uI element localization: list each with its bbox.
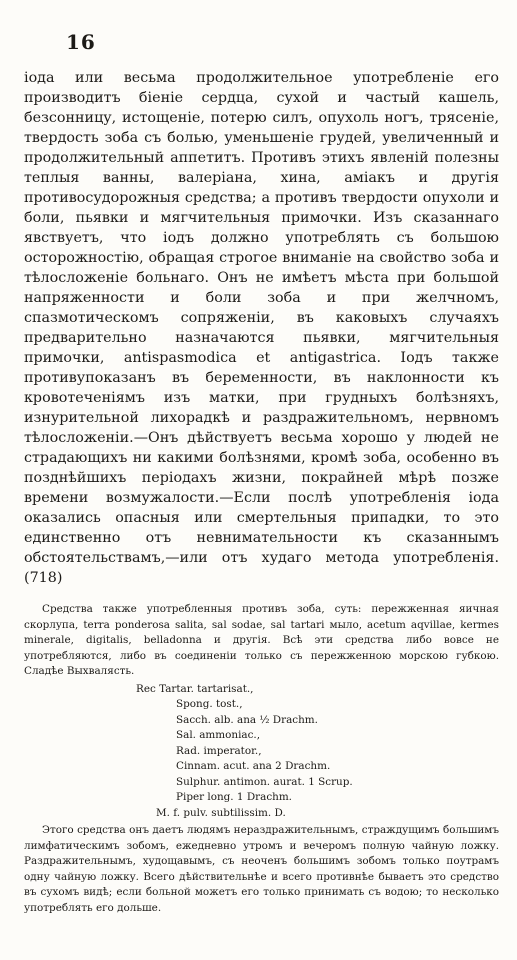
- recipe-line: Cinnam. acut. ana 2 Drachm.: [176, 760, 331, 772]
- recipe-block: [24, 682, 499, 822]
- recipe-line: Spong. tost.,: [176, 698, 243, 710]
- recipe-line: Piper long. 1 Drachm.: [176, 791, 292, 803]
- recipe-line: M. f. pulv. subtilissim. D.: [156, 806, 286, 819]
- recipe-line: Sal. ammoniac.,: [176, 729, 261, 741]
- main-text: [24, 68, 499, 588]
- recipe-line: Sulphur. antimon. aurat. 1 Scrup.: [176, 775, 353, 788]
- footnote-intro: Средства также употребленныя противъ зоба, суть: пережженная яичная скорлупа, terra ponderosa salita, sal sodae, sal tartari мыло, acetum aqvillae, kermes minerale, digitalis, belladonna и другія. Всѣ эти средства либо вовсе не употребляются, либо въ соединеніи только съ пережженною морскою губкою. Сладѣе Выхвалясть.: [24, 603, 499, 677]
- main-paragraph: іода или весьма продолжительное употребленіе его производитъ біеніе сердца, сухой и частый кашель, безсонницу, истощеніе, потерю силъ, опухоль ногъ, трясеніе, твердость зоба съ болью, уменьшеніе грудей, увеличенный и продолжительный аппетитъ. Противъ этихъ явленій полезны теплыя ванны, валеріана, хина, аміакъ и другія противосудорожныя средства; а противъ твердости опухоли и боли, пьявки и мягчительныя примочки. Изъ сказаннаго явствуетъ, что іодъ должно употреблять съ большою осторожностію, обращая строгое вниманіе на свойство зоба и тѣлосложеніе больнаго. Онъ не имѣетъ мѣста при большой напряженности и боли зоба и при желчномъ, спазмотическомъ сопряженіи, въ каковыхъ случаяхъ предварительно назначаются пьявки, мягчительныя примочки, antispasmodica et antigastrica. Іодъ также противупоказанъ въ беременности, въ наклонности къ кровотеченіямъ изъ матки, при грудныхъ болѣзняхъ, изнурительной лихорадкѣ и раздражительномъ, нервномъ тѣлосложеніи.—Онъ дѣйствуетъ весьма хорошо у людей не страдающихъ ни какими болѣзнями, кромѣ зоба, особенно въ позднѣйшихъ періодахъ жизни, покрайней мѣрѣ позже времени возмужалости.—Если послѣ употребленія іода оказались опасныя или смертельныя припадки, то это единственно отъ невнимательности къ сказаннымъ обстоятельствамъ,—или отъ худаго метода употребленія. (718): [24, 70, 499, 586]
- recipe-line: Rad. imperator.,: [176, 744, 262, 757]
- recipe-line: Rec Tartar. tartarisat.,: [136, 682, 254, 695]
- footnote: [24, 602, 499, 916]
- page-number: 16: [66, 30, 96, 54]
- footnote-tail: Этого средства онъ даетъ людямъ нераздражительнымъ, страждущимъ большимъ лимфатическимъ зобомъ, ежедневно утромъ и вечеромъ полную чайную ложку. Раздражительнымъ, худощавымъ, съ неоченъ большимъ зобомъ только поутрамъ одну чайную ложку. Всего дѣйствительнѣе и всего противнѣе бываетъ это средство въ сухомъ видѣ; если больной можетъ его только принимать съ водою; то несколько употреблять его дольше.: [24, 824, 499, 914]
- recipe-line: Sacch. alb. ana ½ Drachm.: [176, 713, 318, 726]
